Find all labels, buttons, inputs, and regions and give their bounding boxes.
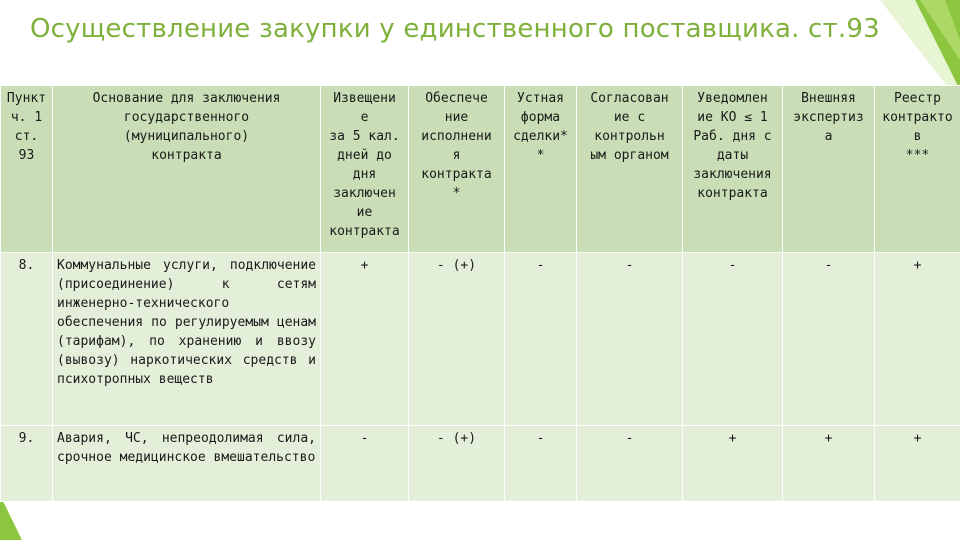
header-registry: Реестр контракто в *** bbox=[875, 86, 960, 253]
table-row bbox=[1, 426, 960, 502]
header-oral-form: Устная форма сделки* * bbox=[505, 86, 577, 253]
row-value: - (+) bbox=[409, 253, 505, 426]
header-basis: Основание для заключения государственного (муниципального) контракта bbox=[53, 86, 321, 253]
header-notice: Извещени е за 5 кал. дней до дня заключен ие контракта bbox=[321, 86, 409, 253]
row-value: - bbox=[505, 253, 577, 426]
row-value: + bbox=[875, 253, 960, 426]
row-value: + bbox=[875, 426, 960, 502]
row-value: - bbox=[683, 253, 783, 426]
row-point: 8. bbox=[1, 253, 53, 426]
row-value: - bbox=[321, 426, 409, 502]
header-point: Пункт ч. 1 ст. 93 bbox=[1, 86, 53, 253]
row-point: 9. bbox=[1, 426, 53, 502]
row-value: - (+) bbox=[409, 426, 505, 502]
procurement-table bbox=[0, 85, 960, 502]
row-value: + bbox=[321, 253, 409, 426]
page-title: Осуществление закупки у единственного поставщика. ст.93 bbox=[30, 14, 880, 44]
header-notification: Уведомлен ие КО ≤ 1 Раб. дня с даты заключения контракта bbox=[683, 86, 783, 253]
row-basis: Авария, ЧС, непреодолимая сила, срочное медицинское вмешательство bbox=[53, 426, 321, 502]
header-approval: Согласован ие с контрольн ым органом bbox=[577, 86, 683, 253]
table-row bbox=[1, 253, 960, 426]
row-value: - bbox=[577, 426, 683, 502]
header-security: Обеспече ние исполнени я контракта * bbox=[409, 86, 505, 253]
header-expertise: Внешняя экспертиз а bbox=[783, 86, 875, 253]
row-value: - bbox=[577, 253, 683, 426]
row-value: - bbox=[783, 253, 875, 426]
header-row bbox=[1, 86, 960, 253]
row-value: - bbox=[505, 426, 577, 502]
row-basis: Коммунальные услуги, подключение (присоединение) к сетям инженерно-технического обеспечения по регулируемым ценам (тарифам), по хранению и ввозу (вывозу) наркотических средств и психотропных веществ bbox=[53, 253, 321, 426]
row-value: + bbox=[783, 426, 875, 502]
row-value: + bbox=[683, 426, 783, 502]
